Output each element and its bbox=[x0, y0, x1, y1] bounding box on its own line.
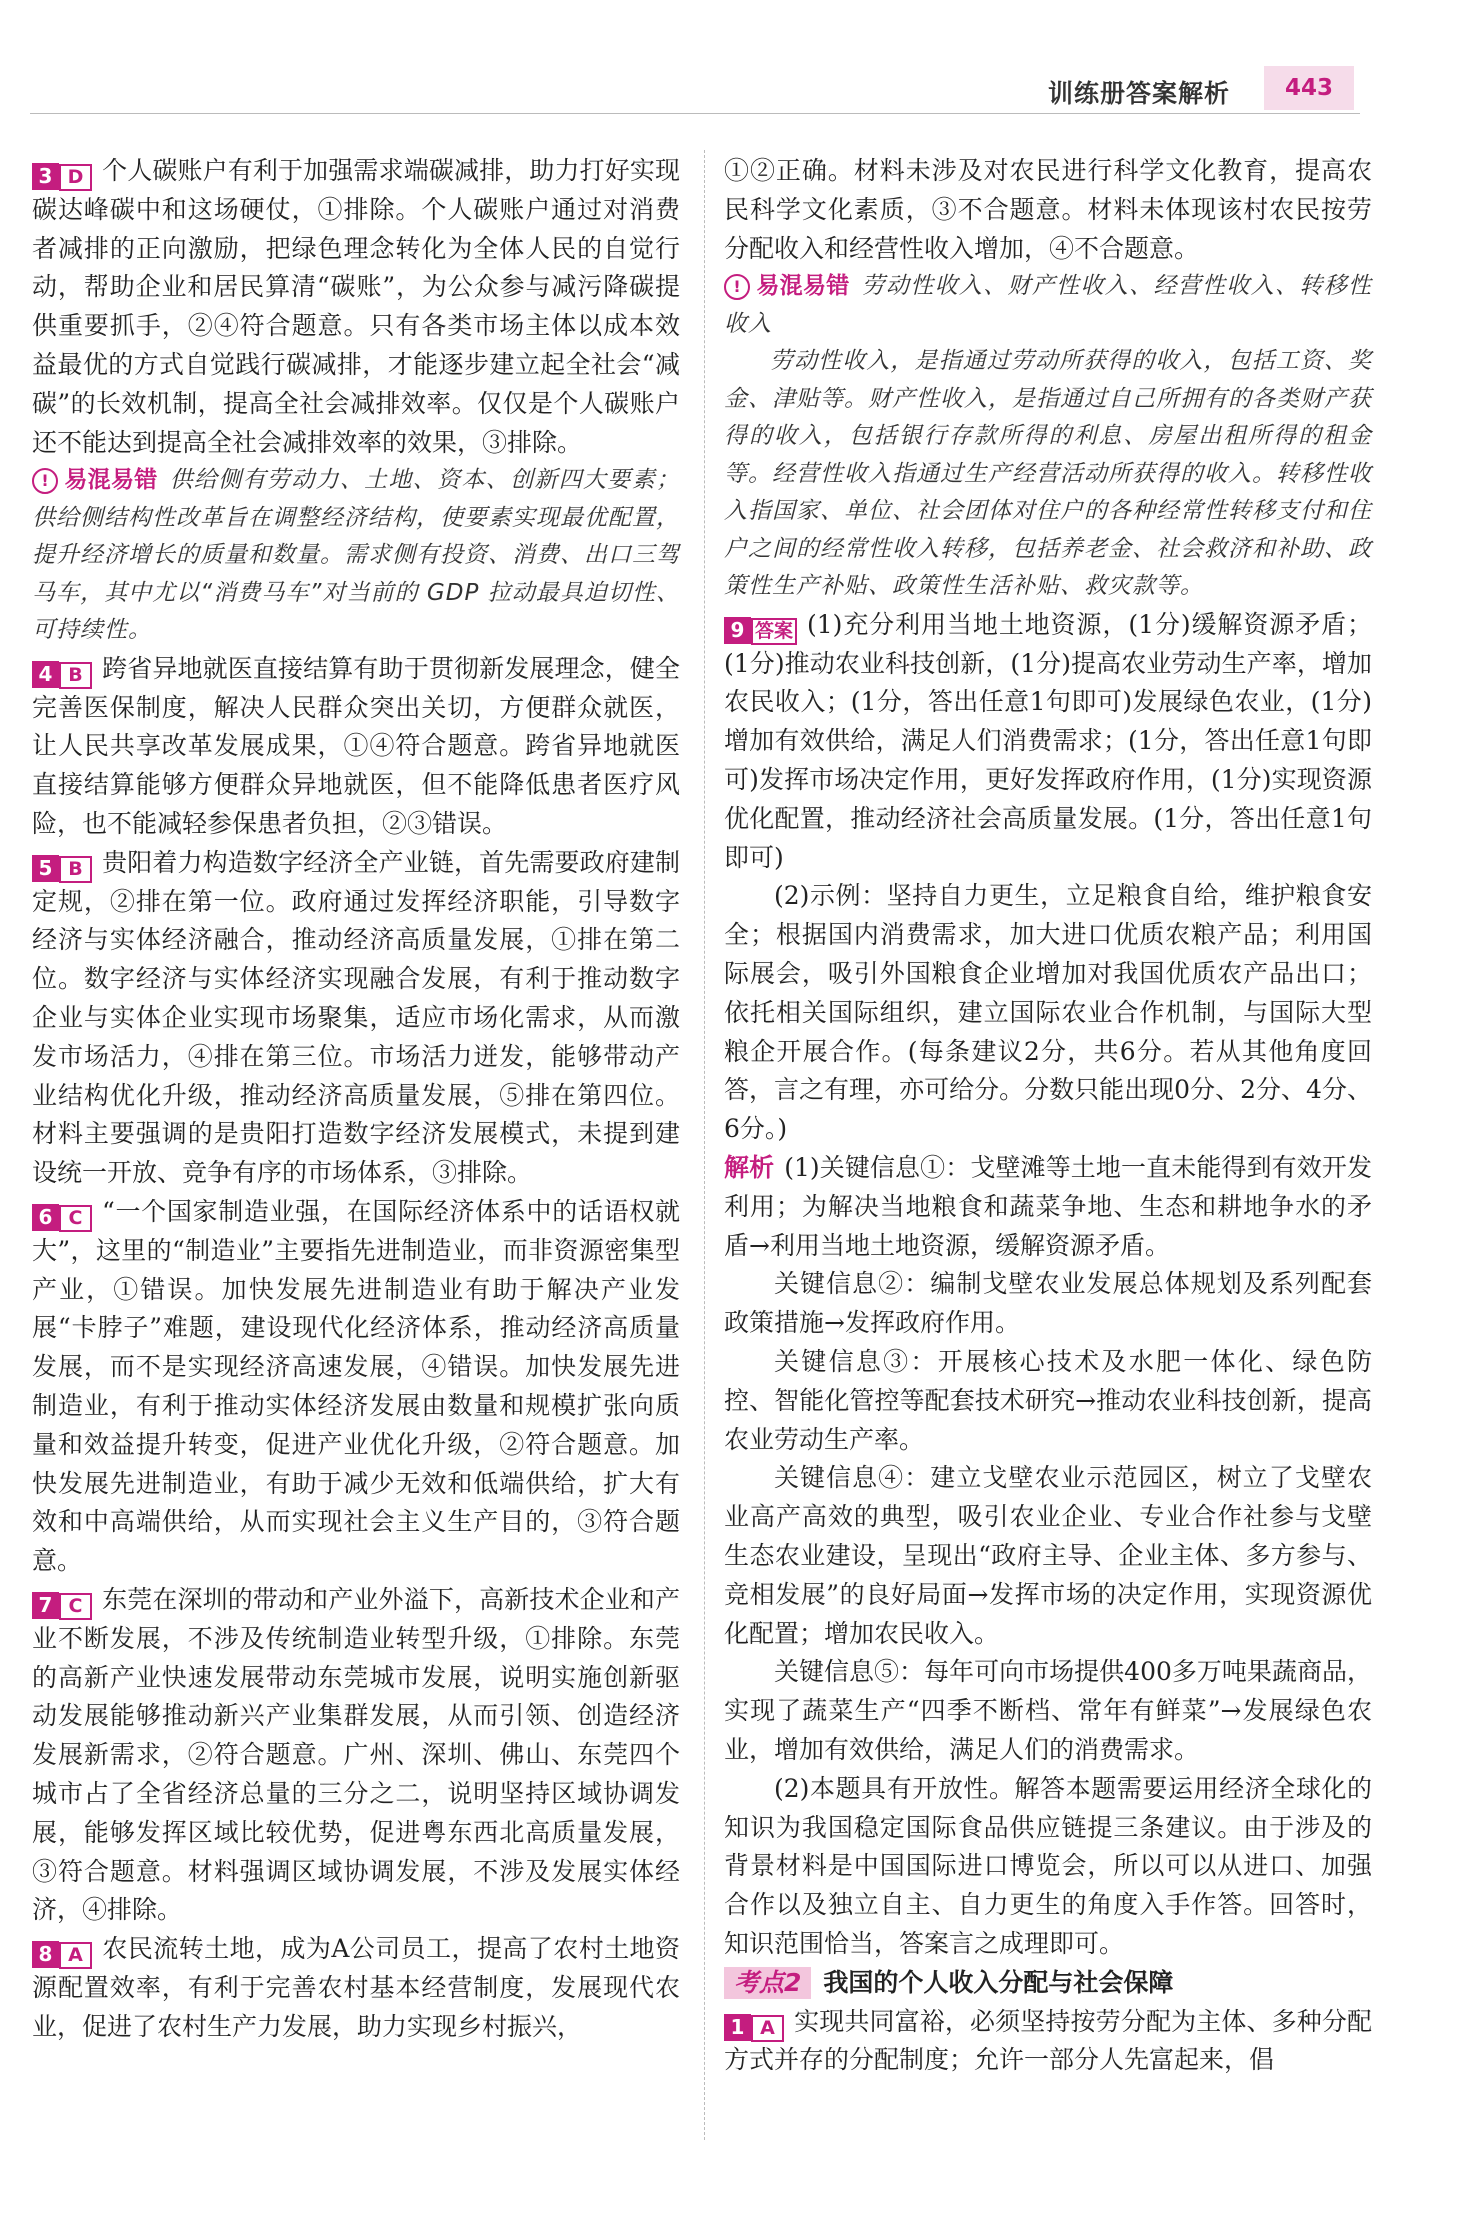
answer-item-7 bbox=[32, 1581, 680, 1930]
explanation-paragraph: (2)本题具有开放性。解答本题需要运用经济全球化的知识为我国稳定国际食品供应链提三条建议。由于涉及的背景材料是中国国际进口博览会，所以可以从进口、加强合作以及独立自主、自力更生的角度入手作答。回答时，知识范围恰当，答案言之成理即可。 bbox=[724, 1773, 1372, 1958]
header-divider bbox=[30, 113, 1360, 114]
tricky-note bbox=[32, 462, 680, 650]
answer-badge: 4 B bbox=[32, 654, 92, 681]
section-tag: 考点2 bbox=[724, 1967, 811, 1999]
answer-paragraph: (2)示例：坚持自力更生，立足粮食自给，维护粮食安全；根据国内消费需求，加大进口优质农粮产品；利用国际展会，吸引外国粮食企业增加对我国优质农产品出口；依托相关国际组织，建立国际农业合作机制，与国际大型粮企开展合作。(每条建议2分，共6分。若从其他角度回答，言之有理，亦可给分。分数只能出现0分、2分、4分、6分。) bbox=[724, 881, 1372, 1144]
answer-badge: 1 A bbox=[724, 2007, 784, 2034]
explanation-paragraph: 关键信息④：建立戈壁农业示范园区，树立了戈壁农业高产高效的典型，吸引农业企业、专业合作社参与戈壁生态农业建设，呈现出“政府主导、企业主体、多方参与、竞相发展”的良好局面→发挥市场的决定作用，实现资源优化配置；增加农民收入。 bbox=[724, 1463, 1372, 1648]
column-divider bbox=[704, 150, 705, 2140]
tricky-note-text: 供给侧有劳动力、土地、资本、创新四大要素；供给侧结构性改革旨在调整经济结构，使要素实现最优配置，提升经济增长的质量和数量。需求侧有投资、消费、出口三驾马车，其中尤以“消费马车”对当前的 GDP 拉动最具迫切性、可持续性。 bbox=[32, 467, 681, 644]
tricky-note-text: 劳动性收入，是指通过劳动所获得的收入，包括工资、奖金、津贴等。财产性收入，是指通过自己所拥有的各类财产获得的收入，包括银行存款所得的利息、房屋出租所得的租金等。经营性收入指通过生产经营活动所获得的收入。转移性收入指国家、单位、社会团体对住户的各种经常性转移支付和住户之间的经常性收入转移，包括养老金、社会救济和补助、政策性生产补贴、政策性生活补贴、救灾款等。 bbox=[724, 348, 1372, 600]
answer-text: 实现共同富裕，必须坚持按劳分配为主体、多种分配方式并存的分配制度；允许一部分人先富起来，倡 bbox=[724, 2006, 1372, 2075]
explanation-paragraph: 关键信息③：开展核心技术及水肥一体化、绿色防控、智能化管控等配套技术研究→推动农业科技创新，提高农业劳动生产率。 bbox=[724, 1347, 1372, 1454]
answer-badge: 7 C bbox=[32, 1585, 92, 1612]
answer-item-8-continued: ①②正确。材料未涉及对农民进行科学文化教育，提高农民科学文化素质，③不合题意。材料未体现该村农民按劳分配收入和经营性收入增加，④不合题意。 bbox=[724, 156, 1372, 263]
exclamation-icon: ! bbox=[724, 274, 750, 300]
exclamation-icon: ! bbox=[32, 468, 58, 494]
answer-item-8 bbox=[32, 1930, 680, 2046]
right-column bbox=[724, 152, 1372, 2080]
answer-text: 东莞在深圳的带动和产业外溢下，高新技术企业和产业不断发展，不涉及传统制造业转型升级，①排除。东莞的高新产业快速发展带动东莞城市发展，说明实施创新驱动发展能够推动新兴产业集群发展，从而引领、创造经济发展新需求，②符合题意。广州、深圳、佛山、东莞四个城市占了全省经济总量的三分之二，说明坚持区域协调发展，能够发挥区域比较优势，促进粤东西北高质量发展，③符合题意。材料强调区域协调发展，不涉及发展实体经济，④排除。 bbox=[32, 1585, 680, 1925]
answer-text: 跨省异地就医直接结算有助于贯彻新发展理念，健全完善医保制度，解决人民群众突出关切，方便群众就医，让人民共享改革发展成果，①④符合题意。跨省异地就医直接结算能够方便群众异地就医，但不能降低患者医疗风险，也不能减轻参保患者负担，②③错误。 bbox=[32, 653, 680, 839]
answer-item-5 bbox=[32, 844, 680, 1193]
answer-item-3 bbox=[32, 152, 680, 462]
answer-text: “一个国家制造业强，在国际经济体系中的话语权就大”，这里的“制造业”主要指先进制造业，而非资源密集型产业，①错误。加快发展先进制造业有助于解决产业发展“卡脖子”难题，建设现代化经济体系，推动经济高质量发展，而不是实现经济高速发展，④错误。加快发展先进制造业，有利于推动实体经济发展由数量和规模扩张向质量和效益提升转变，促进产业优化升级，②符合题意。加快发展先进制造业，有助于减少无效和低端供给，扩大有效和中高端供给，从而实现社会主义生产目的，③符合题意。 bbox=[32, 1197, 680, 1576]
answer-badge: 8 A bbox=[32, 1934, 92, 1961]
answer-badge: 3 D bbox=[32, 156, 92, 183]
header-title: 训练册答案解析 bbox=[1048, 79, 1231, 108]
explanation-paragraph: 关键信息⑤：每年可向市场提供400多万吨果蔬商品，实现了蔬菜生产“四季不断档、常年有鲜菜”→发展绿色农业，增加有效供给，满足人们的消费需求。 bbox=[724, 1657, 1372, 1764]
explanation bbox=[724, 1149, 1372, 1265]
answer-badge: 5 B bbox=[32, 848, 92, 875]
answer-badge: 9 答案 bbox=[724, 610, 797, 637]
answer-text: 个人碳账户有利于加强需求端碳减排，助力打好实现碳达峰碳中和这场硬仗，①排除。个人碳账户通过对消费者减排的正向激励，把绿色理念转化为全体人民的自觉行动，帮助企业和居民算清“碳账”，为公众参与减污降碳提供重要抓手，②④符合题意。只有各类市场主体以成本效益最优的方式自觉践行碳减排，才能逐步建立起全社会“减碳”的长效机制，提高全社会减排效率。仅仅是个人碳账户还不能达到提高全社会减排效率的效果，③排除。 bbox=[32, 156, 680, 457]
answer-item-9 bbox=[724, 606, 1372, 878]
page-number: 443 bbox=[1264, 66, 1354, 110]
explanation-text: (1)关键信息①：戈壁滩等土地一直未能得到有效开发利用；为解决当地粮食和蔬菜争地、生态和耕地争水的矛盾→利用当地土地资源，缓解资源矛盾。 bbox=[724, 1153, 1372, 1260]
tricky-note-title: 劳动性收入、财产性收入、经营性收入、转移性收入 bbox=[724, 273, 1373, 337]
answer-text: 贵阳着力构造数字经济全产业链，首先需要政府建制定规，②排在第一位。政府通过发挥经济职能，引导数字经济与实体经济融合，推动经济高质量发展，①排在第二位。数字经济与实体经济实现融合发展，有利于推动数字企业与实体企业实现市场聚集，适应市场化需求，从而激发市场活力，④排在第三位。市场活力迸发，能够带动产业结构优化升级，推动经济高质量发展，⑤排在第四位。材料主要强调的是贵阳打造数字经济发展模式，未提到建设统一开放、竞争有序的市场体系，③排除。 bbox=[32, 847, 680, 1188]
answer-item-4 bbox=[32, 650, 680, 844]
section-heading bbox=[724, 1964, 1372, 2003]
left-column bbox=[32, 152, 680, 2047]
answer-item-6 bbox=[32, 1193, 680, 1581]
answer-text: (1)充分利用当地土地资源，(1分)缓解资源矛盾；(1分)推动农业科技创新，(1分)提高农业劳动生产率，增加农民收入；(1分，答出任意1句即可)发展绿色农业，(1分)增加有效供给，满足人们消费需求；(1分，答出任意1句即可)发挥市场决定作用，更好发挥政府作用，(1分)实现资源优化配置，推动经济社会高质量发展。(1分，答出任意1句即可) bbox=[724, 609, 1372, 872]
answer-badge: 6 C bbox=[32, 1197, 92, 1224]
explanation-label: 解析 bbox=[724, 1153, 775, 1183]
explanation-paragraph: 关键信息②：编制戈壁农业发展总体规划及系列配套政策措施→发挥政府作用。 bbox=[724, 1269, 1372, 1338]
tricky-note-label: ! 易混易错 bbox=[32, 467, 158, 493]
answer-text: 农民流转土地，成为A公司员工，提高了农村土地资源配置效率，有利于完善农村基本经营制度，发展现代农业，促进了农村生产力发展，助力实现乡村振兴， bbox=[32, 1934, 680, 2041]
tricky-note bbox=[724, 268, 1372, 343]
tricky-note-label: ! 易混易错 bbox=[724, 273, 850, 299]
section-title: 我国的个人收入分配与社会保障 bbox=[823, 1967, 1174, 1997]
answer-item-s1 bbox=[724, 2003, 1372, 2081]
